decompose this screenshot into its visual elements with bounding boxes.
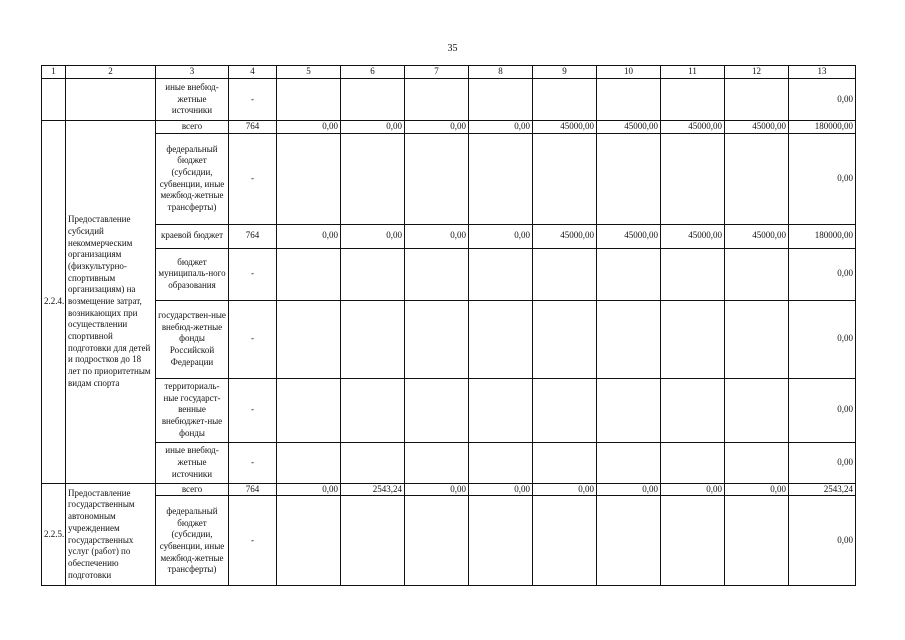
table-row bbox=[42, 133, 856, 224]
funding-source: федеральный бюджет (субсидии, субвенции, иные межбюд-жетные трансферты) bbox=[156, 496, 229, 586]
year-value: 45000,00 bbox=[533, 224, 597, 248]
year-value bbox=[533, 79, 597, 121]
total-value: 180000,00 bbox=[789, 121, 856, 134]
year-value bbox=[469, 248, 533, 300]
item-code: 2.2.5. bbox=[42, 483, 66, 586]
year-value bbox=[277, 133, 341, 224]
year-value bbox=[469, 378, 533, 442]
table-row bbox=[42, 79, 856, 121]
year-value: 45000,00 bbox=[661, 224, 725, 248]
year-value bbox=[341, 300, 405, 378]
year-value bbox=[725, 442, 789, 483]
budget-code: 764 bbox=[229, 483, 277, 496]
year-value: 45000,00 bbox=[661, 121, 725, 134]
year-value bbox=[405, 378, 469, 442]
year-value bbox=[661, 79, 725, 121]
year-value bbox=[341, 79, 405, 121]
year-value: 0,00 bbox=[405, 224, 469, 248]
year-value bbox=[597, 133, 661, 224]
budget-code: - bbox=[229, 248, 277, 300]
year-value bbox=[405, 300, 469, 378]
table-body bbox=[42, 66, 856, 586]
header-cell: 3 bbox=[156, 66, 229, 79]
year-value bbox=[725, 496, 789, 586]
year-value bbox=[533, 442, 597, 483]
total-value: 0,00 bbox=[789, 378, 856, 442]
header-cell: 10 bbox=[597, 66, 661, 79]
total-value: 180000,00 bbox=[789, 224, 856, 248]
year-value bbox=[341, 378, 405, 442]
year-value bbox=[725, 378, 789, 442]
item-code: 2.2.4. bbox=[42, 121, 66, 484]
year-value bbox=[533, 496, 597, 586]
year-value: 45000,00 bbox=[725, 121, 789, 134]
year-value bbox=[661, 248, 725, 300]
year-value bbox=[597, 300, 661, 378]
table-row bbox=[42, 483, 856, 496]
header-row bbox=[42, 66, 856, 79]
table-row bbox=[42, 300, 856, 378]
year-value bbox=[405, 442, 469, 483]
year-value bbox=[469, 79, 533, 121]
budget-code: 764 bbox=[229, 224, 277, 248]
table-row bbox=[42, 121, 856, 134]
year-value: 45000,00 bbox=[725, 224, 789, 248]
table-row bbox=[42, 442, 856, 483]
year-value: 0,00 bbox=[725, 483, 789, 496]
year-value bbox=[661, 300, 725, 378]
year-value bbox=[277, 496, 341, 586]
year-value bbox=[725, 79, 789, 121]
funding-source: иные внебюд-жетные источники bbox=[156, 442, 229, 483]
total-value: 0,00 bbox=[789, 300, 856, 378]
year-value bbox=[597, 442, 661, 483]
table-row bbox=[42, 248, 856, 300]
year-value bbox=[469, 300, 533, 378]
total-value: 2543,24 bbox=[789, 483, 856, 496]
header-cell: 8 bbox=[469, 66, 533, 79]
year-value bbox=[277, 79, 341, 121]
header-cell: 13 bbox=[789, 66, 856, 79]
header-cell: 5 bbox=[277, 66, 341, 79]
year-value bbox=[277, 300, 341, 378]
total-value: 0,00 bbox=[789, 496, 856, 586]
year-value: 0,00 bbox=[661, 483, 725, 496]
year-value: 0,00 bbox=[469, 224, 533, 248]
year-value bbox=[469, 496, 533, 586]
funding-source: бюджет муниципаль-ного образования bbox=[156, 248, 229, 300]
funding-source: иные внебюд-жетные источники bbox=[156, 79, 229, 121]
total-value: 0,00 bbox=[789, 442, 856, 483]
header-cell: 12 bbox=[725, 66, 789, 79]
budget-code: - bbox=[229, 133, 277, 224]
year-value: 45000,00 bbox=[597, 224, 661, 248]
total-value: 0,00 bbox=[789, 248, 856, 300]
funding-source: краевой бюджет bbox=[156, 224, 229, 248]
year-value bbox=[661, 496, 725, 586]
header-cell: 2 bbox=[66, 66, 156, 79]
funding-source: государствен-ные внебюд-жетные фонды Российской Федерации bbox=[156, 300, 229, 378]
year-value: 0,00 bbox=[469, 121, 533, 134]
table-row bbox=[42, 496, 856, 586]
budget-code: - bbox=[229, 300, 277, 378]
header-cell: 4 bbox=[229, 66, 277, 79]
year-value bbox=[341, 496, 405, 586]
year-value: 45000,00 bbox=[597, 121, 661, 134]
year-value: 45000,00 bbox=[533, 121, 597, 134]
budget-code: - bbox=[229, 496, 277, 586]
item-code bbox=[42, 79, 66, 121]
year-value bbox=[469, 133, 533, 224]
year-value bbox=[597, 79, 661, 121]
item-description: Предоставление субсидий некоммерческим организациям (физкультурно-спортивным организациям) на возмещение затрат, возникающих при осуществлении спортивной подготовки для детей и подростков до 18 лет по приоритетным видам спорта bbox=[66, 121, 156, 484]
year-value: 0,00 bbox=[405, 121, 469, 134]
year-value: 0,00 bbox=[341, 121, 405, 134]
year-value bbox=[725, 133, 789, 224]
year-value bbox=[277, 378, 341, 442]
year-value bbox=[277, 248, 341, 300]
funding-source: территориаль-ные государст-венные внебюджет-ные фонды bbox=[156, 378, 229, 442]
table-row bbox=[42, 378, 856, 442]
year-value bbox=[661, 442, 725, 483]
year-value: 0,00 bbox=[597, 483, 661, 496]
year-value bbox=[597, 496, 661, 586]
year-value: 0,00 bbox=[277, 224, 341, 248]
total-value: 0,00 bbox=[789, 79, 856, 121]
year-value bbox=[533, 248, 597, 300]
year-value bbox=[405, 248, 469, 300]
year-value bbox=[725, 248, 789, 300]
budget-code: - bbox=[229, 79, 277, 121]
year-value bbox=[277, 442, 341, 483]
year-value bbox=[341, 133, 405, 224]
year-value bbox=[405, 79, 469, 121]
year-value bbox=[405, 496, 469, 586]
year-value: 2543,24 bbox=[341, 483, 405, 496]
budget-code: 764 bbox=[229, 121, 277, 134]
header-cell: 1 bbox=[42, 66, 66, 79]
year-value: 0,00 bbox=[277, 121, 341, 134]
year-value bbox=[533, 300, 597, 378]
header-cell: 9 bbox=[533, 66, 597, 79]
budget-code: - bbox=[229, 442, 277, 483]
year-value bbox=[405, 133, 469, 224]
year-value bbox=[341, 248, 405, 300]
year-value: 0,00 bbox=[533, 483, 597, 496]
total-value: 0,00 bbox=[789, 133, 856, 224]
year-value bbox=[661, 133, 725, 224]
year-value bbox=[597, 378, 661, 442]
year-value bbox=[533, 378, 597, 442]
budget-code: - bbox=[229, 378, 277, 442]
year-value bbox=[661, 378, 725, 442]
year-value bbox=[341, 442, 405, 483]
year-value bbox=[725, 300, 789, 378]
year-value: 0,00 bbox=[405, 483, 469, 496]
item-description bbox=[66, 79, 156, 121]
year-value bbox=[597, 248, 661, 300]
funding-source: всего bbox=[156, 483, 229, 496]
header-cell: 7 bbox=[405, 66, 469, 79]
year-value: 0,00 bbox=[469, 483, 533, 496]
header-cell: 11 bbox=[661, 66, 725, 79]
table-row bbox=[42, 224, 856, 248]
funding-source: федеральный бюджет (субсидии, субвенции, иные межбюд-жетные трансферты) bbox=[156, 133, 229, 224]
funding-source: всего bbox=[156, 121, 229, 134]
year-value: 0,00 bbox=[277, 483, 341, 496]
page-number: 35 bbox=[447, 43, 458, 54]
budget-table bbox=[41, 65, 856, 586]
item-description: Предоставление государственным автономным учреждением государственных услуг (работ) по обеспечению подготовки bbox=[66, 483, 156, 586]
year-value: 0,00 bbox=[341, 224, 405, 248]
header-cell: 6 bbox=[341, 66, 405, 79]
year-value bbox=[533, 133, 597, 224]
year-value bbox=[469, 442, 533, 483]
